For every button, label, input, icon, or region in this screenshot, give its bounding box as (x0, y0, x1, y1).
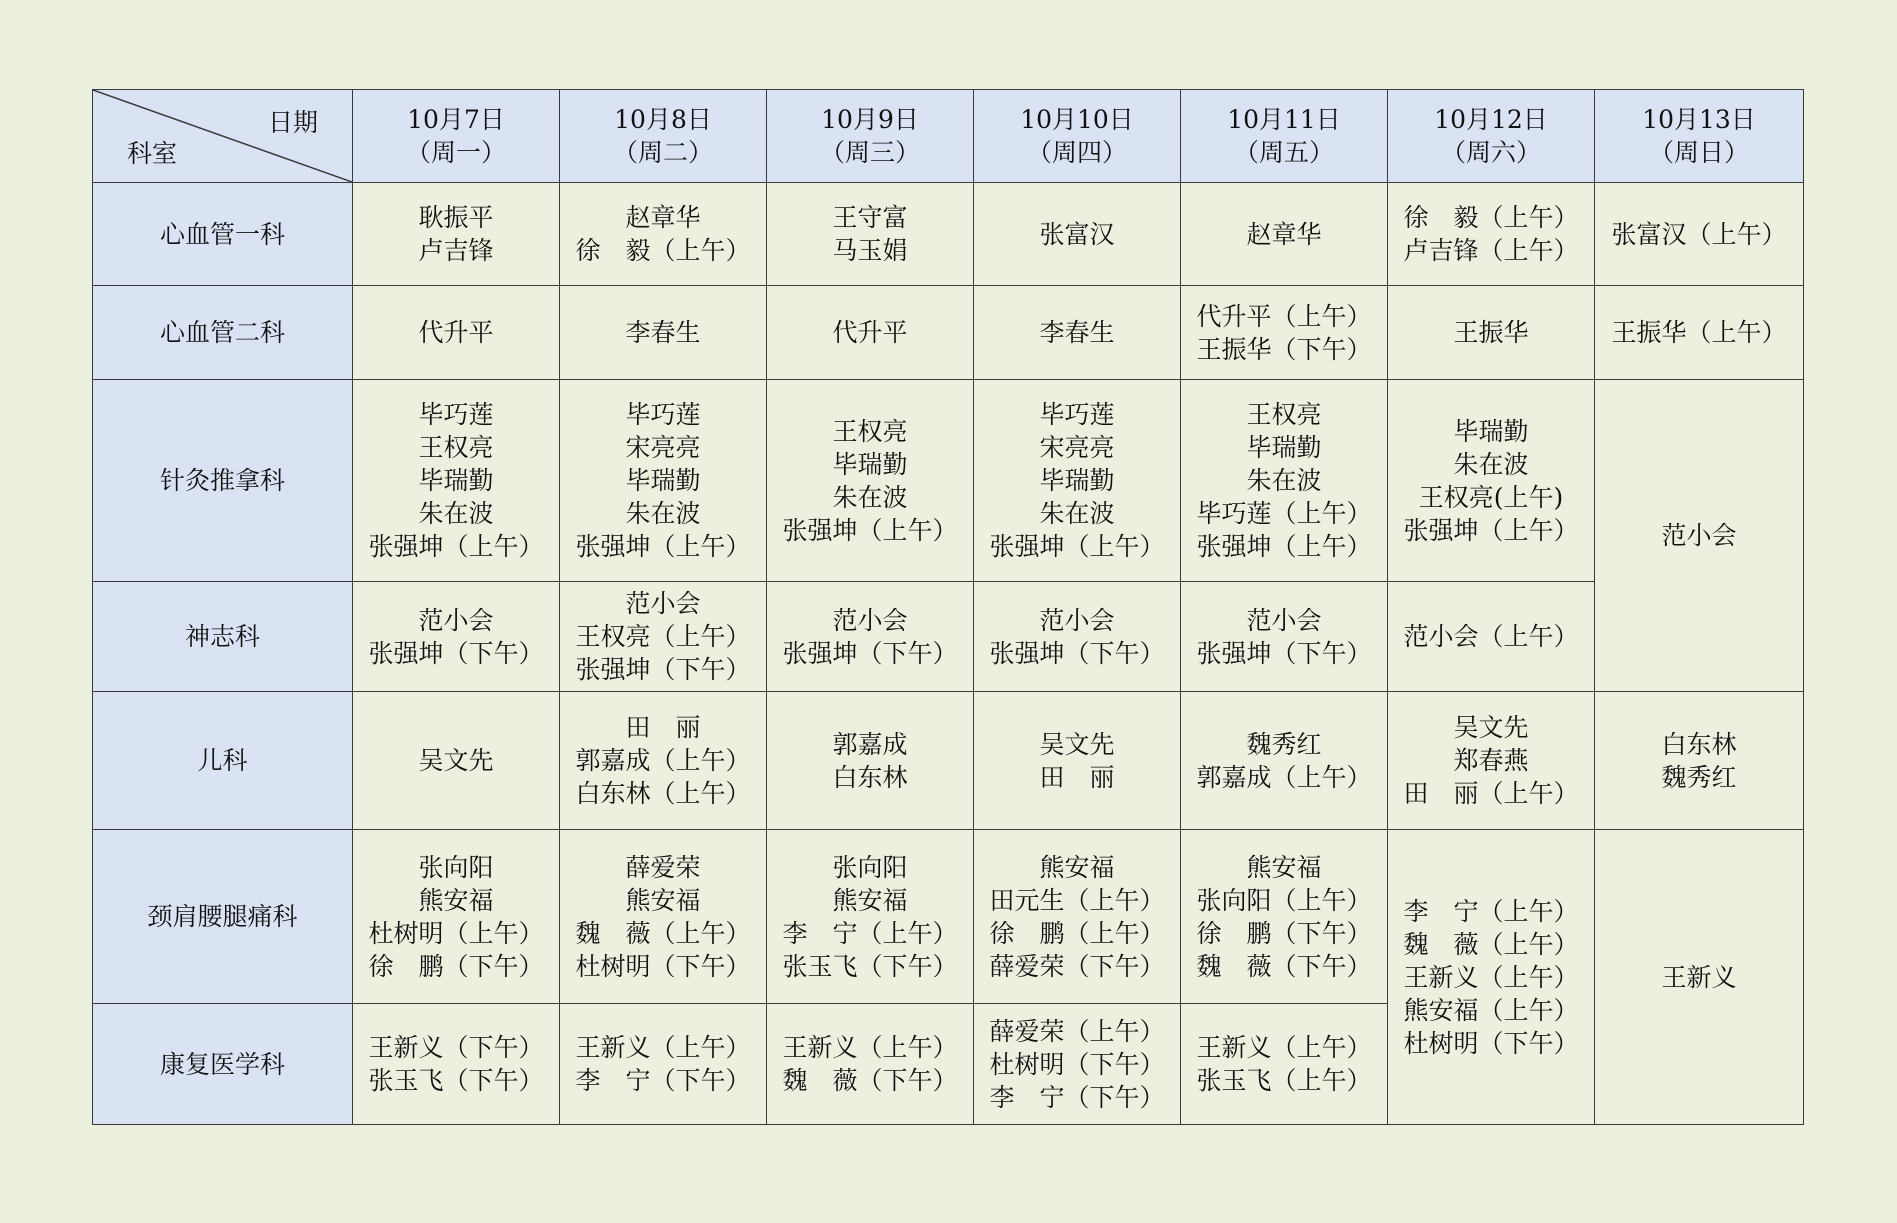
schedule-cell (1388, 286, 1595, 380)
date-text: 10月12日 (1434, 105, 1548, 134)
doctor-name: 郭嘉成（上午） (575, 746, 751, 775)
doctor-name: 毕巧莲 (1039, 400, 1115, 429)
doctor-name: 王权亮(上午) (1418, 482, 1564, 512)
doctor-name: 张向阳 (418, 852, 494, 882)
schedule-cell (1181, 830, 1388, 1004)
doctor-name: 朱在波 (1453, 449, 1529, 479)
schedule-cell-merged (1595, 830, 1804, 1125)
doctor-name: 田 丽 (625, 713, 701, 742)
doctor-name: 薛爱荣（上午） (989, 1016, 1165, 1046)
schedule-cell (1388, 380, 1595, 582)
doctor-name: 李春生 (625, 318, 701, 347)
duty-list (368, 1031, 543, 1097)
doctor-name: 毕瑞勤 (1453, 416, 1529, 446)
doctor-name: 张向阳（上午） (1196, 885, 1372, 915)
duty-list (1611, 218, 1786, 251)
schedule-cell (1181, 380, 1388, 582)
doctor-name: 朱在波 (625, 499, 701, 528)
doctor-name: 吴文先 (418, 746, 494, 775)
duty-list (832, 201, 907, 267)
duty-list (418, 744, 493, 777)
schedule-cell (767, 286, 974, 380)
schedule-cell (1388, 692, 1595, 830)
schedule-cell (1181, 692, 1388, 830)
doctor-name: 范小会 (832, 605, 908, 635)
doctor-name: 张富汉 (1039, 219, 1115, 249)
doctor-name: 魏 薇（上午） (575, 918, 751, 948)
doctor-name: 徐 毅（上午） (1403, 203, 1579, 232)
dept-cardiology-2: 心血管二科 (93, 286, 353, 380)
corner-dept-label: 科室 (127, 139, 178, 168)
duty-list (418, 316, 493, 349)
doctor-name: 李 宁（下午） (989, 1082, 1165, 1112)
weekday-text: （周一） (405, 138, 506, 167)
duty-list (1039, 728, 1114, 794)
date-header (767, 90, 974, 183)
duty-list (1661, 519, 1736, 552)
schedule-cell (560, 1004, 767, 1125)
doctor-name: 范小会 (1039, 605, 1115, 635)
duty-list (1403, 415, 1578, 547)
duty-list (1661, 728, 1736, 794)
doctor-name: 张强坤（上午） (1196, 532, 1372, 561)
doctor-name: 范小会 (1246, 605, 1322, 635)
schedule-cell (353, 830, 560, 1004)
duty-list (989, 851, 1164, 983)
schedule-cell (1181, 183, 1388, 286)
duty-list (575, 201, 750, 267)
duty-list (1196, 851, 1371, 983)
schedule-cell (974, 582, 1181, 692)
doctor-name: 王新义（上午） (575, 1033, 751, 1062)
schedule-cell (974, 692, 1181, 830)
schedule-cell (767, 692, 974, 830)
duty-list (1039, 316, 1114, 349)
doctor-name: 张玉飞（上午） (1196, 1066, 1372, 1095)
duty-schedule-table (92, 89, 1804, 1125)
doctor-name: 毕瑞勤 (1246, 433, 1322, 462)
schedule-cell (560, 183, 767, 286)
duty-list (1403, 895, 1578, 1060)
doctor-name: 朱在波 (832, 482, 908, 512)
doctor-name: 宋亮亮 (1039, 433, 1115, 462)
doctor-name: 熊安福（上午） (1403, 995, 1579, 1025)
schedule-cell (353, 183, 560, 286)
doctor-name: 薛爱荣 (625, 852, 701, 882)
doctor-name: 熊安福 (1039, 852, 1115, 882)
schedule-cell-merged (1595, 380, 1804, 692)
doctor-name: 毕巧莲 (418, 400, 494, 429)
schedule-cell (1595, 692, 1804, 830)
doctor-name: 熊安福 (418, 885, 494, 915)
doctor-name: 张强坤（下午） (1196, 638, 1372, 668)
doctor-name: 田元生（上午） (989, 885, 1165, 915)
weekday-text: （周三） (819, 138, 920, 167)
doctor-name: 田 丽 (1039, 762, 1115, 792)
doctor-name: 李 宁（上午） (1403, 896, 1579, 926)
weekday-text: （周六） (1440, 138, 1541, 167)
duty-list (782, 1031, 957, 1097)
duty-list (782, 415, 957, 547)
doctor-name: 李春生 (1039, 318, 1115, 347)
duty-list (368, 851, 543, 983)
doctor-name: 范小会 (1661, 521, 1737, 550)
doctor-name: 杜树明（下午） (1403, 1028, 1579, 1058)
doctor-name: 代升平 (832, 318, 908, 347)
date-text: 10月9日 (821, 105, 919, 134)
doctor-name: 郑春燕 (1453, 746, 1529, 775)
doctor-name: 王振华（上午） (1611, 318, 1787, 347)
doctor-name: 杜树明（下午） (989, 1049, 1165, 1079)
duty-list (1196, 300, 1371, 366)
duty-list (1403, 201, 1578, 267)
doctor-name: 王权亮 (832, 416, 908, 446)
doctor-name: 王新义 (1661, 962, 1737, 992)
weekday-text: （周日） (1648, 138, 1749, 167)
schedule-cell (974, 1004, 1181, 1125)
duty-list (832, 728, 907, 794)
schedule-cell (974, 830, 1181, 1004)
doctor-name: 郭嘉成 (832, 729, 908, 759)
duty-list (1039, 218, 1114, 251)
doctor-name: 杜树明（上午） (368, 918, 544, 948)
schedule-cell (353, 692, 560, 830)
doctor-name: 毕瑞勤 (418, 466, 494, 495)
doctor-name: 张强坤（下午） (368, 638, 544, 668)
schedule-cell (767, 1004, 974, 1125)
doctor-name: 徐 鹏（下午） (368, 951, 544, 981)
duty-list (782, 604, 957, 670)
schedule-cell (560, 582, 767, 692)
doctor-name: 朱在波 (1039, 499, 1115, 528)
doctor-name: 毕瑞勤 (832, 449, 908, 479)
doctor-name: 徐 毅（上午） (575, 236, 751, 265)
doctor-name: 白东林（上午） (575, 779, 751, 808)
duty-list (1403, 711, 1578, 810)
schedule-cell (1388, 582, 1595, 692)
weekday-text: （周五） (1233, 138, 1334, 167)
doctor-name: 魏 薇（上午） (1403, 929, 1579, 959)
doctor-name: 卢吉锋（上午） (1403, 236, 1579, 265)
schedule-cell (1595, 183, 1804, 286)
doctor-name: 代升平（上午） (1196, 301, 1372, 331)
schedule-cell (1388, 183, 1595, 286)
duty-list (1661, 961, 1736, 994)
schedule-cell (1181, 1004, 1388, 1125)
schedule-cell (560, 692, 767, 830)
duty-list (575, 711, 750, 810)
date-text: 10月11日 (1227, 105, 1341, 134)
corner-header (93, 90, 353, 183)
schedule-cell (1181, 286, 1388, 380)
duty-list (1453, 316, 1528, 349)
duty-list (832, 316, 907, 349)
duty-list (1246, 218, 1321, 251)
doctor-name: 张强坤（下午） (575, 655, 751, 684)
duty-list (1196, 398, 1371, 563)
doctor-name: 代升平 (418, 318, 494, 347)
duty-list (368, 604, 543, 670)
corner-date-label: 日期 (267, 108, 318, 137)
doctor-name: 徐 鹏（下午） (1196, 918, 1372, 948)
duty-list (575, 851, 750, 983)
doctor-name: 张玉飞（下午） (782, 951, 958, 981)
schedule-cell (353, 582, 560, 692)
dept-neck-shoulder-back-leg-pain: 颈肩腰腿痛科 (93, 830, 353, 1004)
doctor-name: 白东林 (1661, 729, 1737, 759)
dept-acupuncture: 针灸推拿科 (93, 380, 353, 582)
doctor-name: 吴文先 (1039, 729, 1115, 759)
weekday-text: （周二） (612, 138, 713, 167)
doctor-name: 熊安福 (625, 885, 701, 915)
doctor-name: 王振华（下午） (1196, 334, 1372, 364)
doctor-name: 徐 鹏（上午） (989, 918, 1165, 948)
doctor-name: 宋亮亮 (625, 433, 701, 462)
doctor-name: 王新义（上午） (782, 1033, 958, 1062)
schedule-cell (767, 183, 974, 286)
schedule-cell (560, 830, 767, 1004)
doctor-name: 王振华 (1453, 318, 1529, 347)
date-header (974, 90, 1181, 183)
date-text: 10月8日 (614, 105, 712, 134)
dept-psychiatry: 神志科 (93, 582, 353, 692)
schedule-cell (353, 1004, 560, 1125)
schedule-cell (974, 380, 1181, 582)
duty-list (989, 604, 1164, 670)
schedule-cell (353, 286, 560, 380)
duty-list (418, 201, 493, 267)
date-header (353, 90, 560, 183)
doctor-name: 魏 薇（下午） (1196, 951, 1372, 981)
date-text: 10月10日 (1020, 105, 1134, 134)
doctor-name: 王权亮（上午） (575, 622, 751, 651)
doctor-name: 王新义（上午） (1403, 962, 1579, 992)
doctor-name: 毕巧莲（上午） (1196, 499, 1372, 528)
doctor-name: 毕瑞勤 (625, 466, 701, 495)
doctor-name: 张强坤（上午） (782, 515, 958, 545)
doctor-name: 范小会（上午） (1403, 622, 1579, 651)
duty-list (368, 398, 543, 563)
doctor-name: 王权亮 (1246, 400, 1322, 429)
doctor-name: 张强坤（下午） (989, 638, 1165, 668)
duty-list (575, 587, 750, 686)
doctor-name: 张玉飞（下午） (368, 1066, 544, 1095)
doctor-name: 赵章华 (1246, 219, 1322, 249)
doctor-name: 张向阳 (832, 852, 908, 882)
schedule-cell (1181, 582, 1388, 692)
doctor-name: 李 宁（下午） (575, 1066, 751, 1095)
doctor-name: 张强坤（上午） (989, 532, 1165, 561)
doctor-name: 白东林 (832, 762, 908, 792)
date-header (560, 90, 767, 183)
doctor-name: 薛爱荣（下午） (989, 951, 1165, 981)
schedule-cell (767, 830, 974, 1004)
doctor-name: 魏秀红 (1246, 729, 1322, 759)
date-header (1595, 90, 1804, 183)
duty-list (782, 851, 957, 983)
doctor-name: 张富汉（上午） (1611, 219, 1787, 249)
date-header (1388, 90, 1595, 183)
schedule-cell (974, 183, 1181, 286)
duty-list (1196, 604, 1371, 670)
doctor-name: 李 宁（上午） (782, 918, 958, 948)
dept-cardiology-1: 心血管一科 (93, 183, 353, 286)
doctor-name: 朱在波 (418, 499, 494, 528)
doctor-name: 马玉娟 (832, 236, 908, 265)
schedule-cell (353, 380, 560, 582)
duty-list (1196, 728, 1371, 794)
doctor-name: 张强坤（下午） (782, 638, 958, 668)
schedule-cell (767, 380, 974, 582)
doctor-name: 郭嘉成（上午） (1196, 762, 1372, 792)
doctor-name: 耿振平 (418, 203, 494, 232)
schedule-cell-merged (1388, 830, 1595, 1125)
schedule-cell (560, 380, 767, 582)
doctor-name: 卢吉锋 (418, 236, 494, 265)
doctor-name: 毕巧莲 (625, 400, 701, 429)
doctor-name: 田 丽（上午） (1403, 779, 1579, 808)
date-text: 10月7日 (407, 105, 505, 134)
doctor-name: 范小会 (418, 605, 494, 635)
duty-list (989, 1015, 1164, 1114)
doctor-name: 王新义（上午） (1196, 1033, 1372, 1062)
doctor-name: 杜树明（下午） (575, 951, 751, 981)
duty-list (1196, 1031, 1371, 1097)
doctor-name: 熊安福 (1246, 852, 1322, 882)
dept-pediatrics: 儿科 (93, 692, 353, 830)
schedule-cell (767, 582, 974, 692)
doctor-name: 张强坤（上午） (1403, 515, 1579, 545)
doctor-name: 毕瑞勤 (1039, 466, 1115, 495)
schedule-cell (974, 286, 1181, 380)
duty-list (1403, 620, 1578, 653)
duty-list (575, 1031, 750, 1097)
date-text: 10月13日 (1642, 105, 1756, 134)
weekday-text: （周四） (1026, 138, 1127, 167)
doctor-name: 王守富 (832, 203, 908, 232)
doctor-name: 魏秀红 (1661, 762, 1737, 792)
date-header (1181, 90, 1388, 183)
doctor-name: 王权亮 (418, 433, 494, 462)
doctor-name: 魏 薇（下午） (782, 1066, 958, 1095)
doctor-name: 张强坤（上午） (368, 532, 544, 561)
doctor-name: 赵章华 (625, 203, 701, 232)
doctor-name: 吴文先 (1453, 713, 1529, 742)
duty-list (575, 398, 750, 563)
duty-list (625, 316, 700, 349)
doctor-name: 范小会 (625, 589, 701, 618)
doctor-name: 王新义（下午） (368, 1033, 544, 1062)
doctor-name: 朱在波 (1246, 466, 1322, 495)
duty-list (1611, 316, 1786, 349)
schedule-cell (560, 286, 767, 380)
doctor-name: 熊安福 (832, 885, 908, 915)
doctor-name: 张强坤（上午） (575, 532, 751, 561)
duty-list (989, 398, 1164, 563)
schedule-cell (1595, 286, 1804, 380)
dept-rehabilitation: 康复医学科 (93, 1004, 353, 1125)
